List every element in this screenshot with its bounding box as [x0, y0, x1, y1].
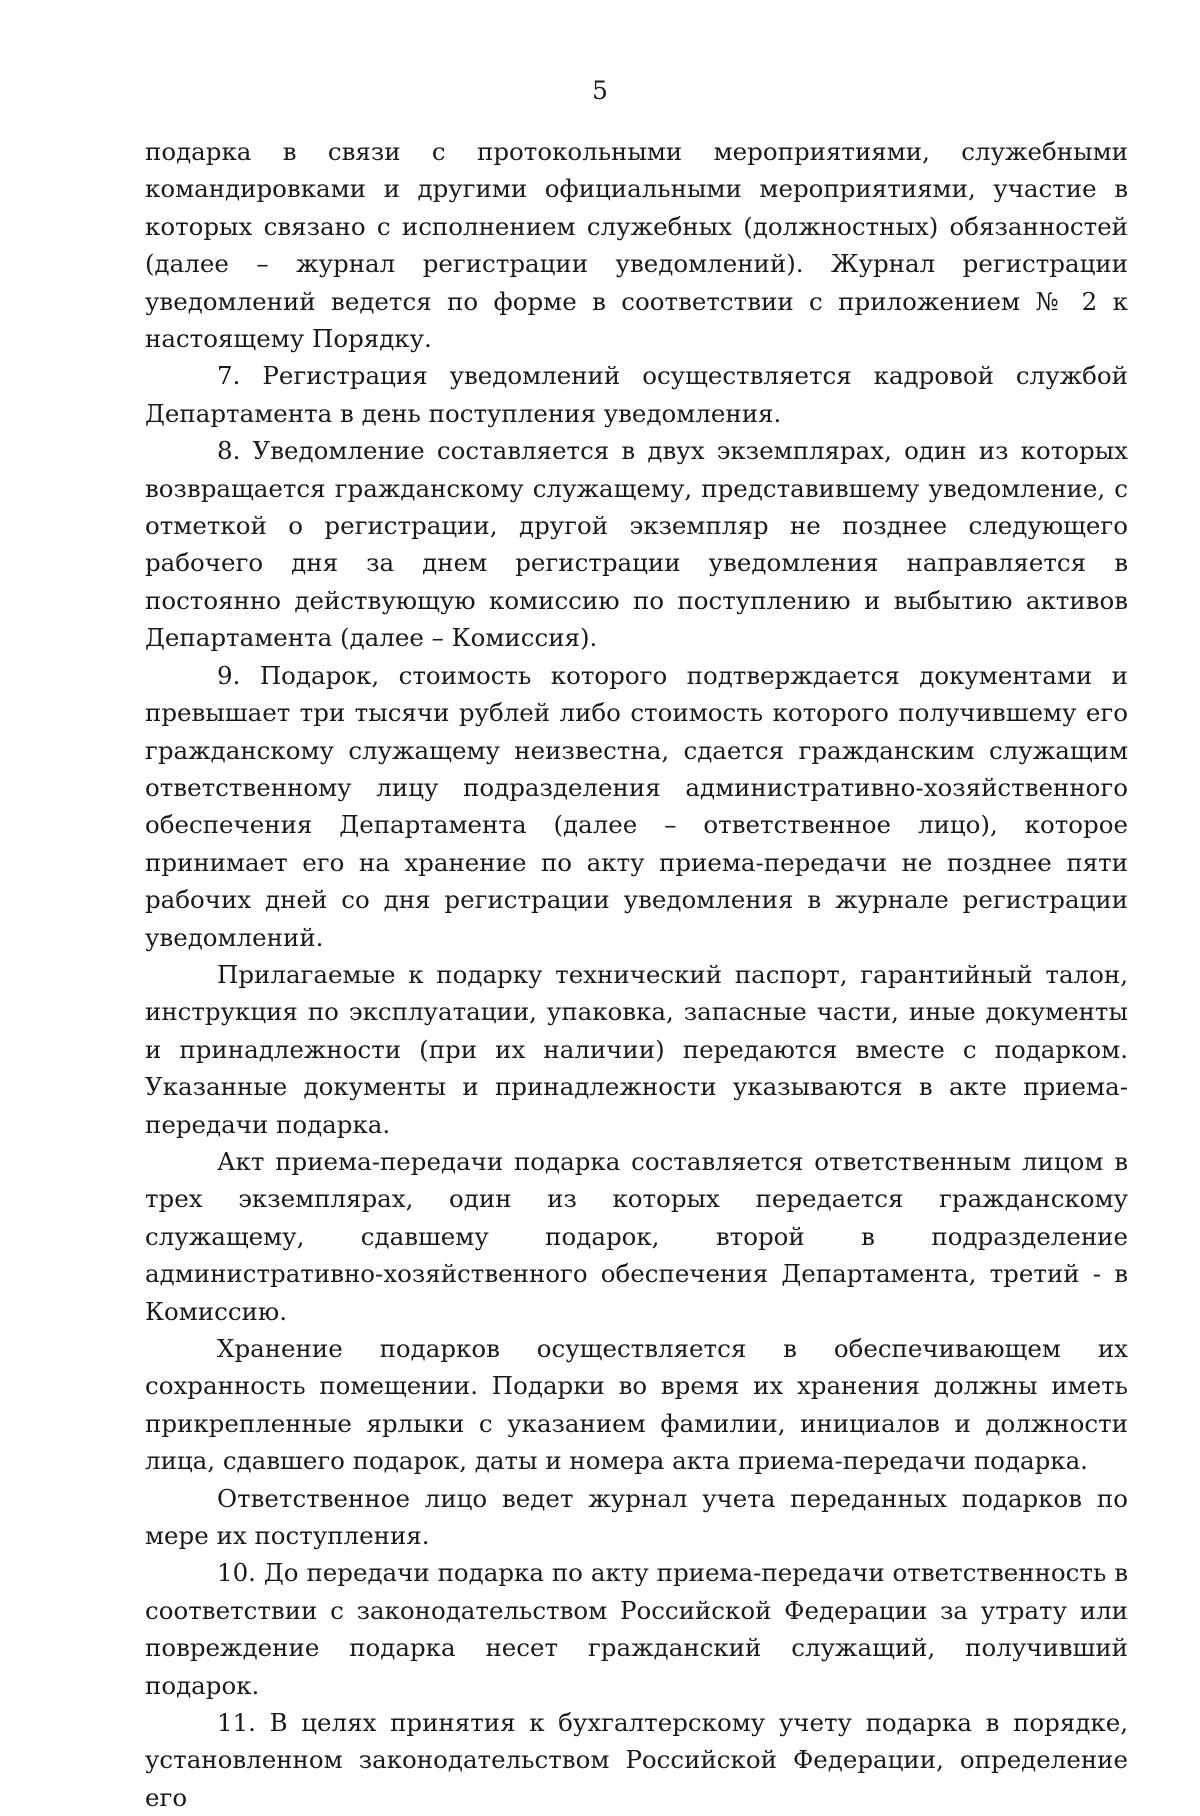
paragraph-attachments: Прилагаемые к подарку технический паспорт, гарантийный талон, инструкция по эксплуатации, упаковка, запасные части, иные документы и принадлежности (при их наличии) передаются вместе с подарком. Указанные документы и принадлежности указываются в акте приема-передачи подарка. [145, 959, 1128, 1139]
paragraph-item-9: 9. Подарок, стоимость которого подтверждается документами и превышает три тысячи рублей либо стоимость которого получившему его гражданскому служащему неизвестна, сдается гражданским служащим ответственному лицу подразделения административно-хозяйственного обеспечения Департамента (далее – ответственное лицо), которое принимает его на хранение по акту приема-передачи не позднее пяти рабочих дней со дня регистрации уведомления в журнале регистрации уведомлений. [145, 660, 1128, 952]
paragraph-item-8: 8. Уведомление составляется в двух экземплярах, один из которых возвращается гражданскому служащему, представившему уведомление, с отметкой о регистрации, другой экземпляр не позднее следующего рабочего дня за днем регистрации уведомления направляется в постоянно действующую комиссию по поступлению и выбытию активов Департамента (далее – Комиссия). [145, 436, 1128, 653]
paragraph-storage: Хранение подарков осуществляется в обеспечивающем их сохранность помещении. Подарки во время их хранения должны иметь прикрепленные ярлыки с указанием фамилии, инициалов и должности лица, сдавшего подарок, даты и номера акта приема-передачи подарка. [145, 1334, 1128, 1476]
paragraph-continuation: подарка в связи с протокольными мероприятиями, служебными командировками и другими официальными мероприятиями, участие в которых связано с исполнением служебных (должностных) обязанностей (далее – журнал регистрации уведомлений). Журнал регистрации уведомлений ведется по форме в соответствии с приложением № 2 к настоящему Порядку. [145, 137, 1128, 354]
document-body [145, 133, 1128, 1816]
paragraph-journal: Ответственное лицо ведет журнал учета переданных подарков по мере их поступления. [145, 1483, 1128, 1551]
paragraph-item-10: 10. До передачи подарка по акту приема-передачи ответственность в соответствии с законодательством Российской Федерации за утрату или повреждение подарка несет гражданский служащий, получивший подарок. [145, 1558, 1128, 1700]
paragraph-transfer-act: Акт приема-передачи подарка составляется ответственным лицом в трех экземплярах, один из которых передается гражданскому служащему, сдавшему подарок, второй в подразделение административно-хозяйственного обеспечения Департамента, третий - в Комиссию. [145, 1146, 1128, 1326]
paragraph-item-11: 11. В целях принятия к бухгалтерскому учету подарка в порядке, установленном законодательством Российской Федерации, определение его [145, 1708, 1128, 1812]
paragraph-item-7: 7. Регистрация уведомлений осуществляется кадровой службой Департамента в день поступления уведомления. [145, 361, 1128, 428]
page-number: 5 [592, 76, 608, 105]
